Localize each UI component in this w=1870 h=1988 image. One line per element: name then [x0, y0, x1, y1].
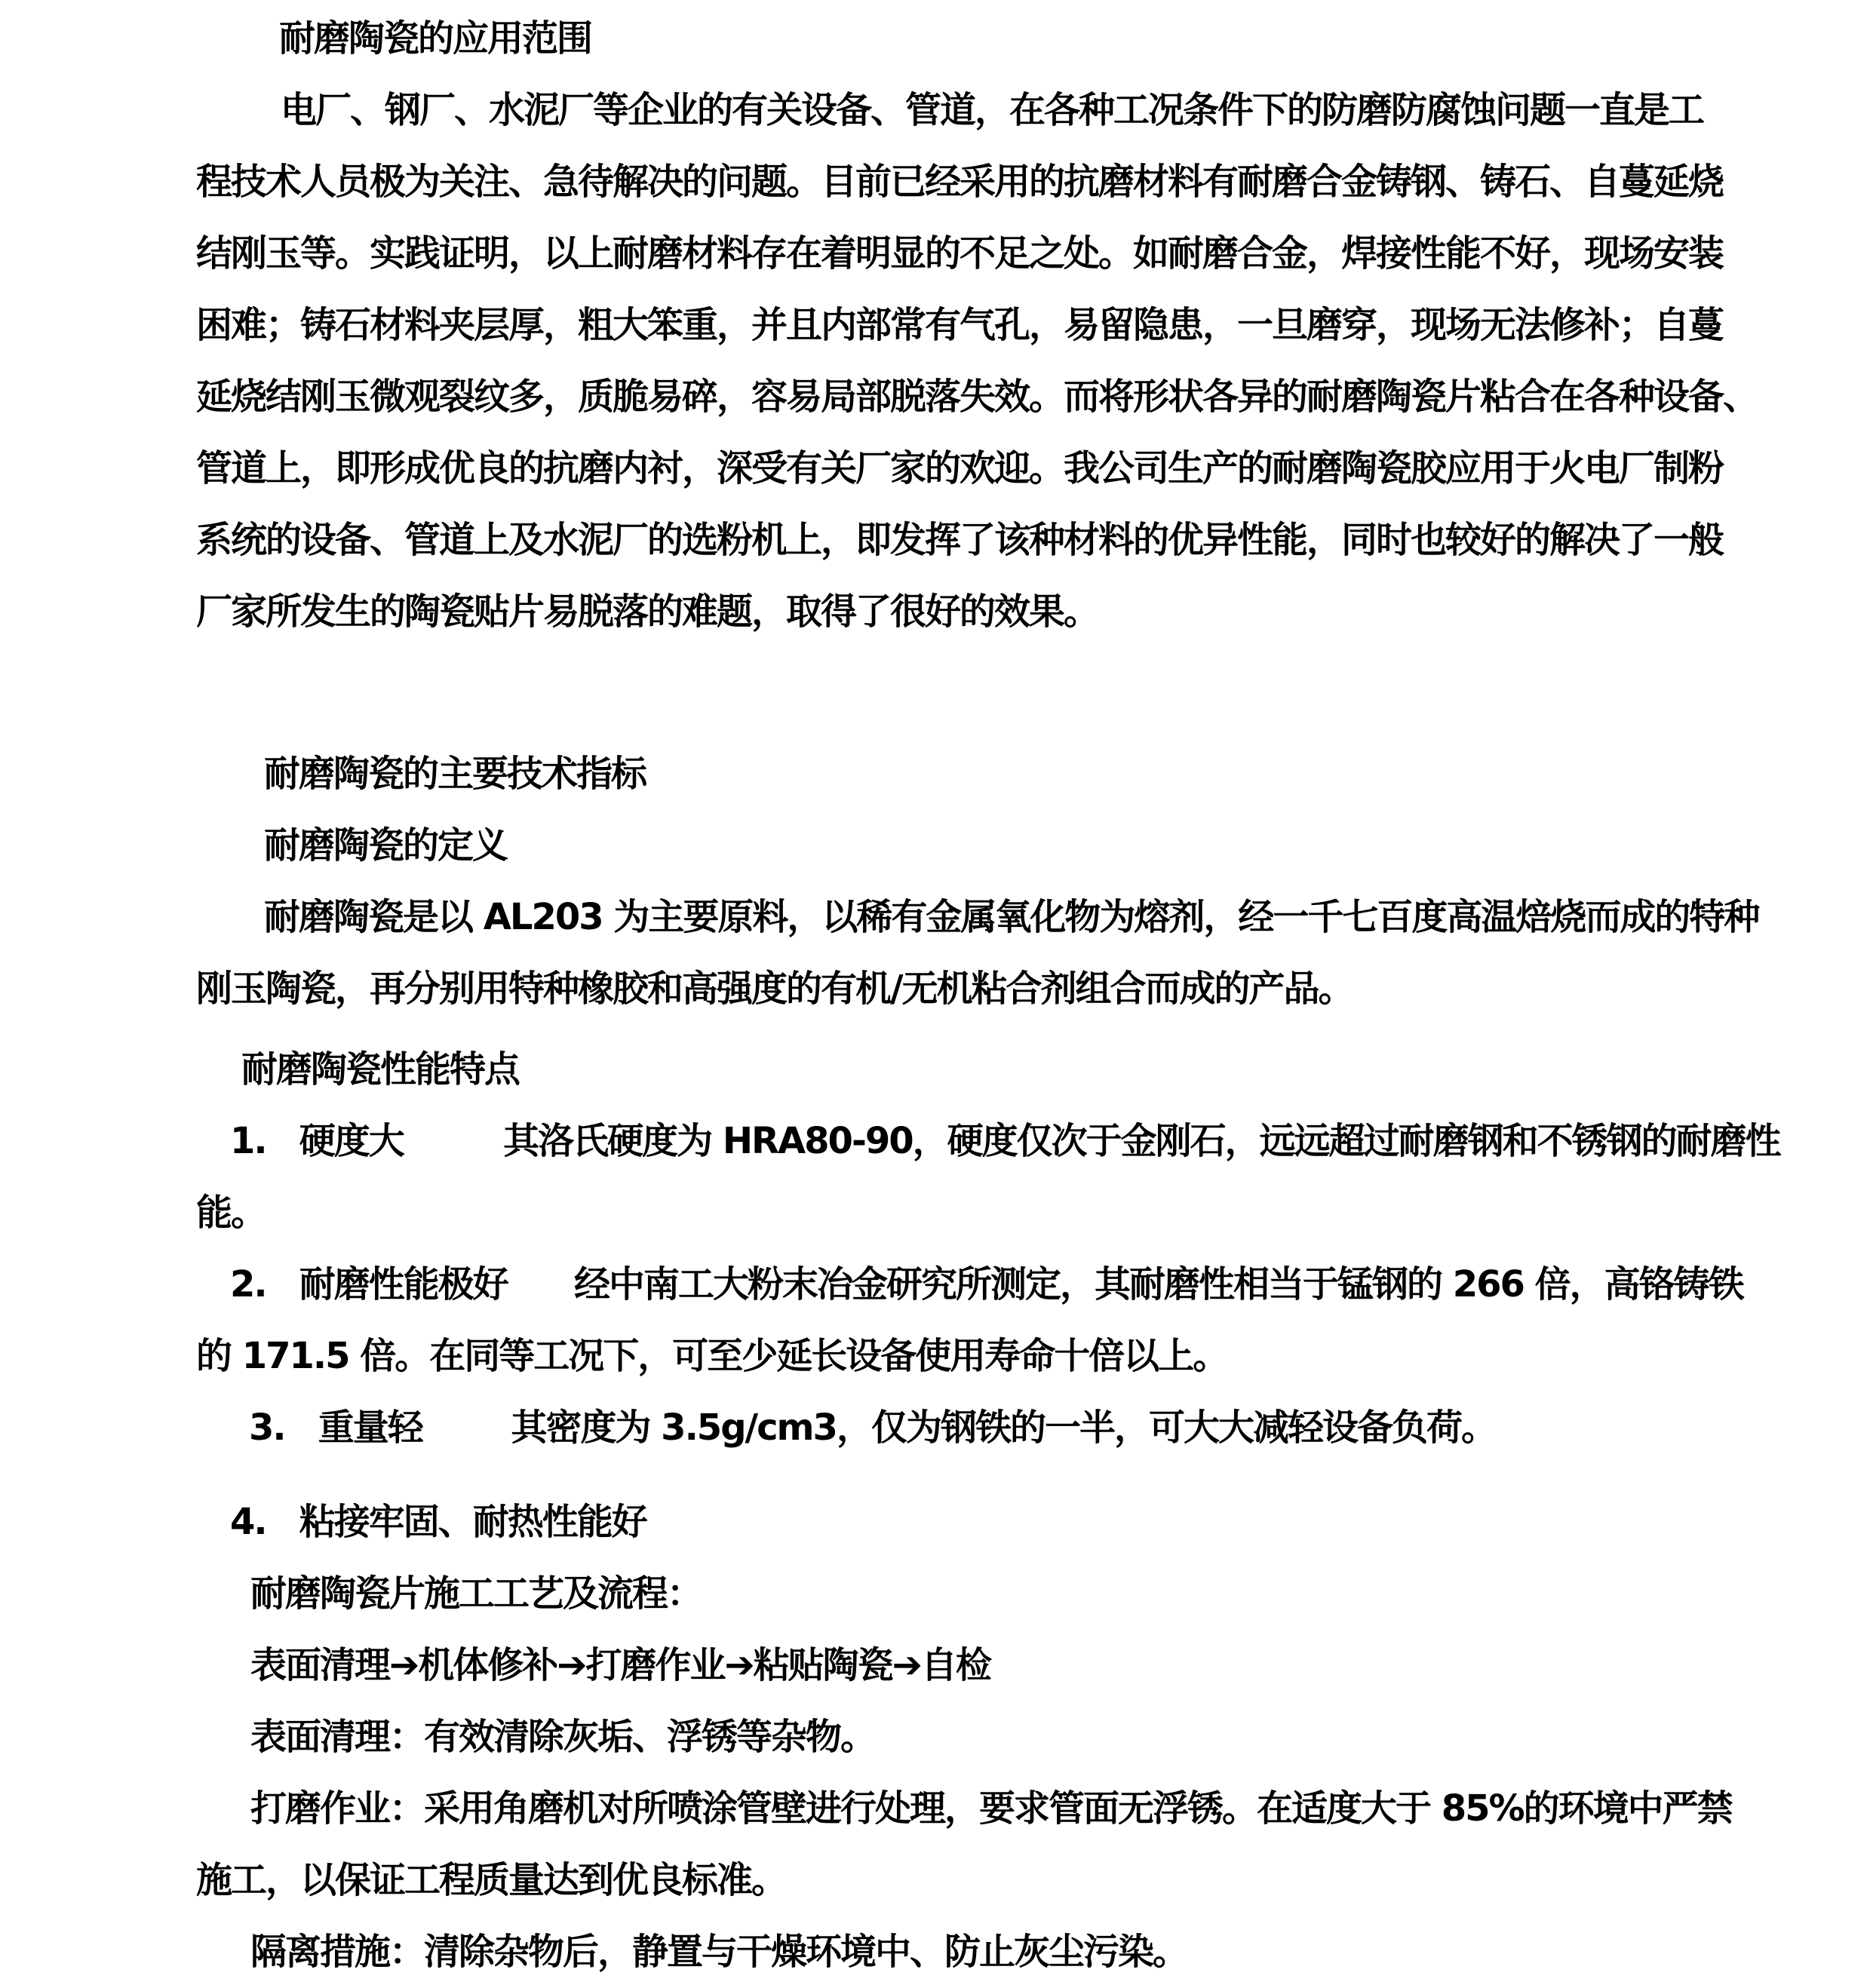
text-line-27: 表面清理：有效清除灰垢、浮锈等杂物。 [250, 1716, 876, 1758]
text-line-2: 电厂、钢厂、水泥厂等企业的有关设备、管道，在各种工况条件下的防磨防腐蚀问题一直是工 [281, 89, 1704, 131]
text-line-28: 打磨作业：采用角磨机对所喷涂管壁进行处理，要求管面无浮锈。在适度大于 85%的环境中严禁 [250, 1787, 1732, 1830]
text-line-15: 刚玉陶瓷，再分别用特种橡胶和高强度的有机/无机粘合剂组合而成的产品。 [196, 968, 1353, 1010]
text-line-7: 管道上，即形成优良的抗磨内衬，深受有关厂家的欢迎。我公司生产的耐磨陶瓷胶应用于火电厂制粉 [196, 447, 1724, 489]
text-line-14: 耐磨陶瓷是以 AL203 为主要原料，以稀有金属氧化物为熔剂，经一千七百度高温焙烧而成的特种 [264, 896, 1759, 938]
text-line-3: 程技术人员极为关注、急待解决的问题。目前已经采用的抗磨材料有耐磨合金铸钢、铸石、自蔓延烧 [196, 161, 1724, 203]
text-line-18: 1. 硬度大 其洛氏硬度为 HRA80-90，硬度仅次于金刚石，远远超过耐磨钢和不锈钢的耐磨性 [230, 1120, 1780, 1162]
text-line-6: 延烧结刚玉微观裂纹多，质脆易碎，容易局部脱落失效。而将形状各异的耐磨陶瓷片粘合在各种设备、 [196, 376, 1758, 418]
text-line-17: 耐磨陶瓷性能特点 [241, 1048, 520, 1091]
text-line-21: 的 171.5 倍。在同等工况下，可至少延长设备使用寿命十倍以上。 [196, 1335, 1228, 1377]
text-line-8: 系统的设备、管道上及水泥厂的选粉机上，即发挥了该种材料的优异性能，同时也较好的解决了一般 [196, 519, 1724, 561]
text-line-20: 2. 耐磨性能极好 经中南工大粉末冶金研究所测定，其耐磨性相当于锰钢的 266 倍，高铬铸铁 [230, 1263, 1743, 1305]
text-line-1: 耐磨陶瓷的应用范围 [279, 17, 592, 60]
text-line-26: 表面清理➔机体修补➔打磨作业➔粘贴陶瓷➔自检 [250, 1644, 990, 1686]
text-line-9: 厂家所发生的陶瓷贴片易脱落的难题，取得了很好的效果。 [196, 591, 1099, 633]
text-line-5: 困难；铸石材料夹层厚，粗大笨重，并且内部常有气孔，易留隐患，一旦磨穿，现场无法修补；自蔓 [196, 304, 1724, 346]
text-line-22: 3. 重量轻 其密度为 3.5g/cm3，仅为钢铁的一半，可大大减轻设备负荷。 [249, 1407, 1496, 1449]
text-line-4: 结刚玉等。实践证明，以上耐磨材料存在着明显的不足之处。如耐磨合金，焊接性能不好，现场安装 [196, 232, 1724, 275]
text-line-13: 耐磨陶瓷的定义 [264, 824, 508, 867]
text-line-24: 4. 粘接牢固、耐热性能好 [230, 1501, 646, 1543]
text-line-29: 施工，以保证工程质量达到优良标准。 [196, 1859, 787, 1901]
line-spacer [0, 1464, 1870, 1486]
text-line-19: 能。 [196, 1192, 266, 1234]
line-spacer [0, 648, 1870, 693]
text-line-30: 隔离措施：清除杂物后，静置与干燥环境中、防止灰尘污染。 [250, 1931, 1188, 1973]
line-spacer [0, 1025, 1870, 1034]
line-spacer [0, 693, 1870, 738]
text-line-25: 耐磨陶瓷片施工工艺及流程： [250, 1572, 702, 1615]
text-line-12: 耐磨陶瓷的主要技术指标 [264, 753, 646, 795]
